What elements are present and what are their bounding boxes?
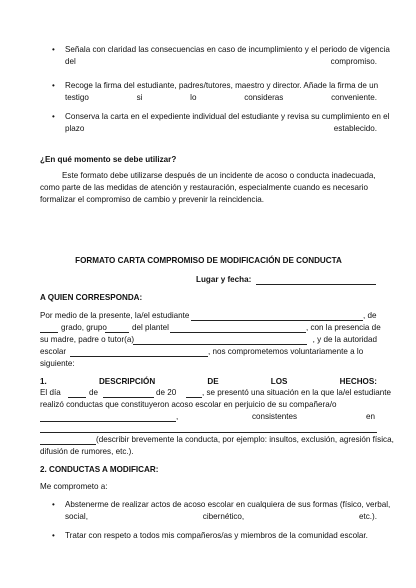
bullet-marker: • xyxy=(52,45,55,54)
section2-intro: Me comprometo a: xyxy=(40,482,108,491)
s2-item-1-line1: Abstenerme de realizar actos de acoso escolar en cualquiera de sus formas (físico, verbal, xyxy=(65,500,391,509)
s2-item-2-line1: Tratar con respeto a todos mis compañeros/as y miembros de la comunidad escolar. xyxy=(65,531,368,540)
top-bullet-2-line2: testigo si lo consideras conveniente. xyxy=(65,93,377,102)
place-date-label: Lugar y fecha: xyxy=(196,275,252,284)
when-line-1: Este formato debe utilizarse después de un incidente de acoso o conducta inadecuada, xyxy=(62,171,376,180)
student-name-field[interactable] xyxy=(191,312,363,321)
when-heading: ¿En qué momento se debe utilizar? xyxy=(40,155,177,164)
intro-line-2a: grado, grupo xyxy=(61,323,107,332)
addressee: A QUIEN CORRESPONDA: xyxy=(40,293,143,302)
school-field[interactable] xyxy=(170,324,306,333)
intro-line-1b: , de xyxy=(363,311,377,320)
grade-field[interactable] xyxy=(40,324,58,333)
when-line-3: formalizar el compromiso de cambio y prevenir la reincidencia. xyxy=(40,195,265,204)
incident-month-field[interactable] xyxy=(103,389,154,398)
intro-line-2b: del plantel xyxy=(132,323,169,332)
intro-line-2c: , con la presencia de xyxy=(306,323,381,332)
incident-year-field[interactable] xyxy=(186,389,202,398)
authority-field[interactable] xyxy=(70,348,208,357)
s1-line-1a: El día xyxy=(40,388,61,397)
bullet-marker: • xyxy=(52,500,55,509)
intro-line-4a: escolar xyxy=(40,347,67,356)
intro-line-1a: Por medio de la presente, la/el estudiante xyxy=(40,311,190,320)
bullet-marker: • xyxy=(52,81,55,90)
s1-line-1b: de xyxy=(89,388,99,397)
section2-heading: 2. CONDUCTAS A MODIFICAR: xyxy=(40,465,159,474)
top-bullet-1-line1: Señala con claridad las consecuencias en caso de incumplimiento y el periodo de vigencia xyxy=(65,45,390,54)
bullet-marker: • xyxy=(52,112,55,121)
bullet-marker: • xyxy=(52,531,55,540)
s2-item-1-line2: social, cibernético, etc.). xyxy=(65,512,377,521)
place-date-field[interactable] xyxy=(256,276,376,285)
form-title: FORMATO CARTA COMPROMISO DE MODIFICACIÓN DE CONDUCTA xyxy=(75,256,342,265)
s1-line-1c: de 20 xyxy=(156,388,177,397)
conduct-description-field-2[interactable] xyxy=(40,436,96,445)
top-bullet-2-line1: Recoge la firma del estudiante, padres/tutores, maestro y director. Añade la firma de un xyxy=(65,81,379,90)
intro-line-3b: , y de la autoridad xyxy=(312,335,377,344)
group-field[interactable] xyxy=(105,324,129,333)
intro-line-4b: , nos comprometemos voluntariamente a lo xyxy=(208,347,364,356)
top-bullet-3-line2: plazo establecido. xyxy=(65,124,377,133)
s1-line-3a: , xyxy=(176,412,179,421)
s1-line-5: (describir brevemente la conducta, por ejemplo: insultos, exclusión, agresión física, xyxy=(96,435,394,444)
when-line-2: como parte de las medidas de atención y restauración, especialmente cuando es necesario xyxy=(40,183,368,192)
intro-line-3a: su madre, padre o tutor(a) xyxy=(40,335,135,344)
guardian-field[interactable] xyxy=(133,336,307,345)
top-bullet-3-line1: Conserva la carta en el expediente individual del estudiante y revisa su cumplimiento en el xyxy=(65,112,390,121)
s1-line-3b: consistentes xyxy=(252,412,297,421)
incident-day-field[interactable] xyxy=(68,389,86,398)
conduct-description-field[interactable] xyxy=(40,424,377,433)
s1-line-1d: , se presentó una situación en la que la/el estudiante xyxy=(202,388,391,397)
s1-line-6: difusión de rumores, etc.). xyxy=(40,447,134,456)
section1-heading: 1. DESCRIPCIÓN DE LOS HECHOS: xyxy=(40,377,377,386)
top-bullet-1-line2: del compromiso. xyxy=(65,57,377,66)
s1-line-2: realizó conductas que constituyeron acoso escolar en perjuicio de su compañera/o xyxy=(40,400,337,409)
s1-line-3c: en xyxy=(366,412,376,421)
intro-line-5: siguiente: xyxy=(40,359,75,368)
victim-field[interactable] xyxy=(40,412,179,422)
